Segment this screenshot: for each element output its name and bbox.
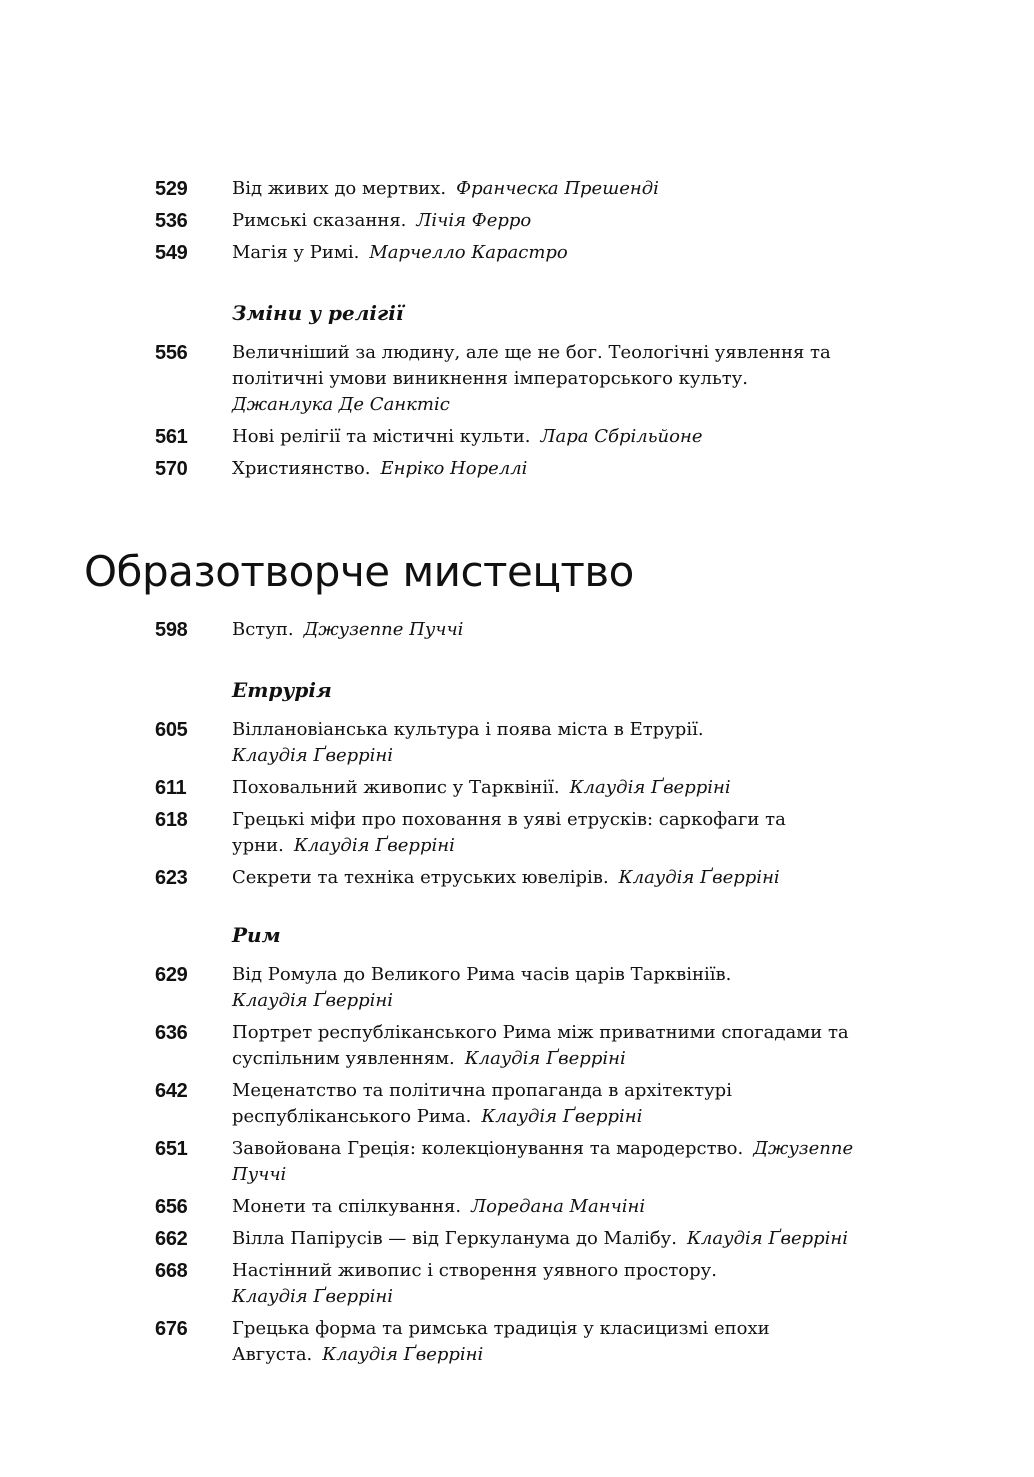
toc-entry	[0, 962, 1034, 1014]
toc-entry	[0, 807, 1034, 859]
toc-entry	[0, 240, 1034, 266]
entry-author: Клаудія Ґверріні	[569, 777, 731, 798]
entry-author: Клаудія Ґверріні	[232, 1286, 394, 1307]
entry-author: Клаудія Ґверріні	[232, 745, 394, 766]
page-number: 536	[155, 210, 188, 232]
page-number: 642	[155, 1080, 188, 1102]
toc-block-3	[0, 617, 1034, 649]
subsection-heading: Етрурія	[232, 678, 332, 702]
page-number: 662	[155, 1228, 188, 1250]
subsection-heading: Рим	[232, 923, 281, 947]
section-title: Образотворче мистецтво	[84, 547, 634, 596]
page-number: 656	[155, 1196, 188, 1218]
page-number: 676	[155, 1318, 188, 1340]
entry-title: Вілла Папірусів — від Геркуланума до Малібу.	[232, 1228, 677, 1249]
entry-title: Настінний живопис і створення уявного простору.	[232, 1260, 717, 1281]
toc-entry	[0, 1020, 1034, 1072]
entry-author: Клаудія Ґверріні	[687, 1228, 849, 1249]
entry-author: Лоредана Манчіні	[471, 1196, 646, 1217]
entry-title: Меценатство та політична пропаганда в архітектурі республіканського Рима.	[232, 1080, 732, 1127]
entry-author: Клаудія Ґверріні	[322, 1344, 484, 1365]
page-number: 561	[155, 426, 188, 448]
toc-entry	[0, 340, 1034, 418]
page-number: 605	[155, 719, 188, 741]
entry-author: Джанлука Де Санктіс	[232, 394, 450, 415]
page-number: 623	[155, 867, 188, 889]
toc-entry	[0, 1136, 1034, 1188]
toc-entry	[0, 617, 1034, 643]
page-number: 651	[155, 1138, 188, 1160]
subsection-heading: Зміни у релігії	[232, 301, 404, 325]
page-number: 556	[155, 342, 188, 364]
entry-author: Клаудія Ґверріні	[618, 867, 780, 888]
toc-entry	[0, 865, 1034, 891]
entry-author: Клаудія Ґверріні	[232, 990, 394, 1011]
page-number: 629	[155, 964, 188, 986]
entry-title: Величніший за людину, але ще не бог. Теологічні уявлення та політичні умови виникнення імператорського культу.	[232, 342, 831, 389]
page-number: 611	[155, 777, 187, 799]
toc-block-1	[0, 176, 1034, 272]
toc-entry	[0, 456, 1034, 482]
entry-title: Від Ромула до Великого Рима часів царів Тарквініїв.	[232, 964, 732, 985]
toc-block-5	[0, 922, 1034, 1374]
entry-title: Завойована Греція: колекціонування та мародерство.	[232, 1138, 744, 1159]
entry-title: Нові релігії та містичні культи.	[232, 426, 531, 447]
toc-entry	[0, 1078, 1034, 1130]
entry-author: Марчелло Карастро	[369, 242, 568, 263]
page-number: 570	[155, 458, 188, 480]
entry-author: Франческа Прешенді	[456, 178, 659, 199]
entry-title: Віллановіанська культура і поява міста в Етрурії.	[232, 719, 704, 740]
entry-title: Грецькі міфи про поховання в уяві етрусків: саркофаги та урни.	[232, 809, 786, 856]
entry-author: Джузеппе Пуччі	[232, 1138, 854, 1185]
entry-author: Клаудія Ґверріні	[464, 1048, 626, 1069]
entry-title: Римські сказання.	[232, 210, 407, 231]
page-number: 668	[155, 1260, 188, 1282]
toc-entry	[0, 1226, 1034, 1252]
entry-title: Портрет республіканського Рима між приватними спогадами та суспільним уявленням.	[232, 1022, 849, 1069]
entry-title: Вступ.	[232, 619, 294, 640]
entry-author: Джузеппе Пуччі	[303, 619, 464, 640]
entry-author: Енріко Нореллі	[380, 458, 528, 479]
entry-title: Секрети та техніка етруських ювелірів.	[232, 867, 609, 888]
toc-entry	[0, 176, 1034, 202]
toc-entry	[0, 775, 1034, 801]
entry-author: Лічія Ферро	[416, 210, 532, 231]
page-number: 636	[155, 1022, 188, 1044]
entry-title: Монети та спілкування.	[232, 1196, 462, 1217]
toc-entry	[0, 424, 1034, 450]
toc-entry	[0, 1258, 1034, 1310]
page-number: 618	[155, 809, 188, 831]
entry-author: Лара Сбрільйоне	[540, 426, 703, 447]
toc-entry	[0, 717, 1034, 769]
entry-title: Магія у Римі.	[232, 242, 360, 263]
toc-block-2	[0, 300, 1034, 488]
entry-title: Християнство.	[232, 458, 371, 479]
entry-author: Клаудія Ґверріні	[481, 1106, 643, 1127]
toc-entry	[0, 208, 1034, 234]
entry-title: Поховальний живопис у Тарквінії.	[232, 777, 560, 798]
toc-block-4	[0, 677, 1034, 897]
page-number: 529	[155, 178, 188, 200]
entry-title: Грецька форма та римська традиція у класицизмі епохи Августа.	[232, 1318, 770, 1365]
entry-author: Клаудія Ґверріні	[293, 835, 455, 856]
toc-entry	[0, 1194, 1034, 1220]
entry-title: Від живих до мертвих.	[232, 178, 447, 199]
page-number: 549	[155, 242, 188, 264]
page-number: 598	[155, 619, 188, 641]
toc-entry	[0, 1316, 1034, 1368]
